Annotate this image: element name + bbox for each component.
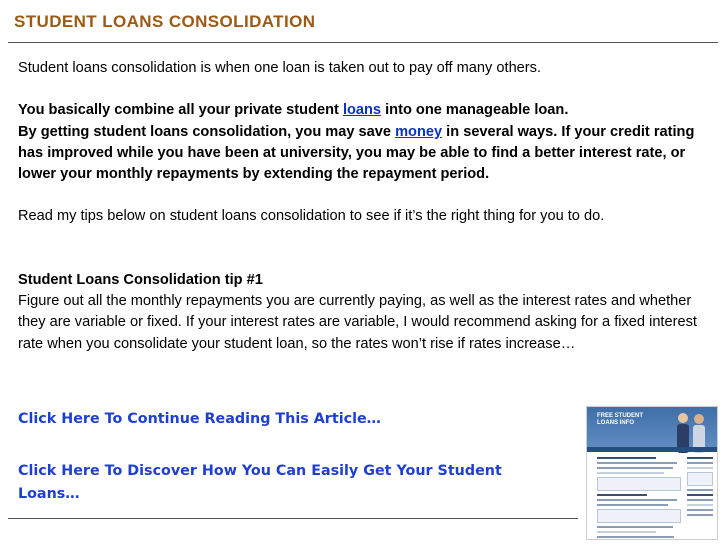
combine-text-b: into one manageable loan.	[381, 102, 569, 119]
discover-loans-link[interactable]: Click Here To Discover How You Can Easily Get Your Student Loans…	[18, 463, 502, 502]
thumbnail-sidebar	[687, 457, 713, 537]
intro-paragraph: Student loans consolidation is when one loan is taken out to pay off many others.	[18, 60, 542, 76]
article-body	[18, 58, 710, 355]
tips-intro-paragraph: Read my tips below on student loans consolidation to see if it’s the right thing for you to do.	[18, 208, 605, 225]
tip-heading: Student Loans Consolidation tip #1	[18, 271, 263, 288]
thumbnail-nav	[587, 447, 717, 452]
savings-text-a: By getting student loans consolidation, you may save	[18, 123, 396, 140]
thumbnail-header	[587, 407, 717, 447]
combine-text-a: You basically combine all your private student	[18, 102, 343, 119]
combine-paragraph	[18, 100, 710, 121]
loans-link[interactable]: loans	[342, 102, 382, 119]
thumbnail-brand: FREE STUDENT LOANS INFO	[597, 413, 644, 426]
thumbnail-main	[597, 457, 681, 537]
savings-paragraph	[18, 122, 710, 186]
bottom-divider	[8, 518, 578, 519]
savings-text-b: in several ways. If your credit rating has improved while you have been at university, you may be able to find a better interest rate, or lower your monthly repayments by extending the repayment period.	[18, 123, 695, 183]
money-link[interactable]: money	[395, 123, 443, 140]
page-title: STUDENT LOANS CONSOLIDATION	[14, 12, 316, 31]
tip-body: Figure out all the monthly repayments you are currently paying, as well as the interest rates and whether they are variable or fixed. If your interest rates are variable, I would recommend asking for a fixed interest rate when you consolidate your student loan, so the rates won’t rise if rates increase…	[18, 293, 697, 352]
continue-reading-link[interactable]: Click Here To Continue Reading This Article…	[18, 411, 381, 427]
top-divider	[8, 42, 718, 43]
website-thumbnail[interactable]	[586, 406, 718, 540]
